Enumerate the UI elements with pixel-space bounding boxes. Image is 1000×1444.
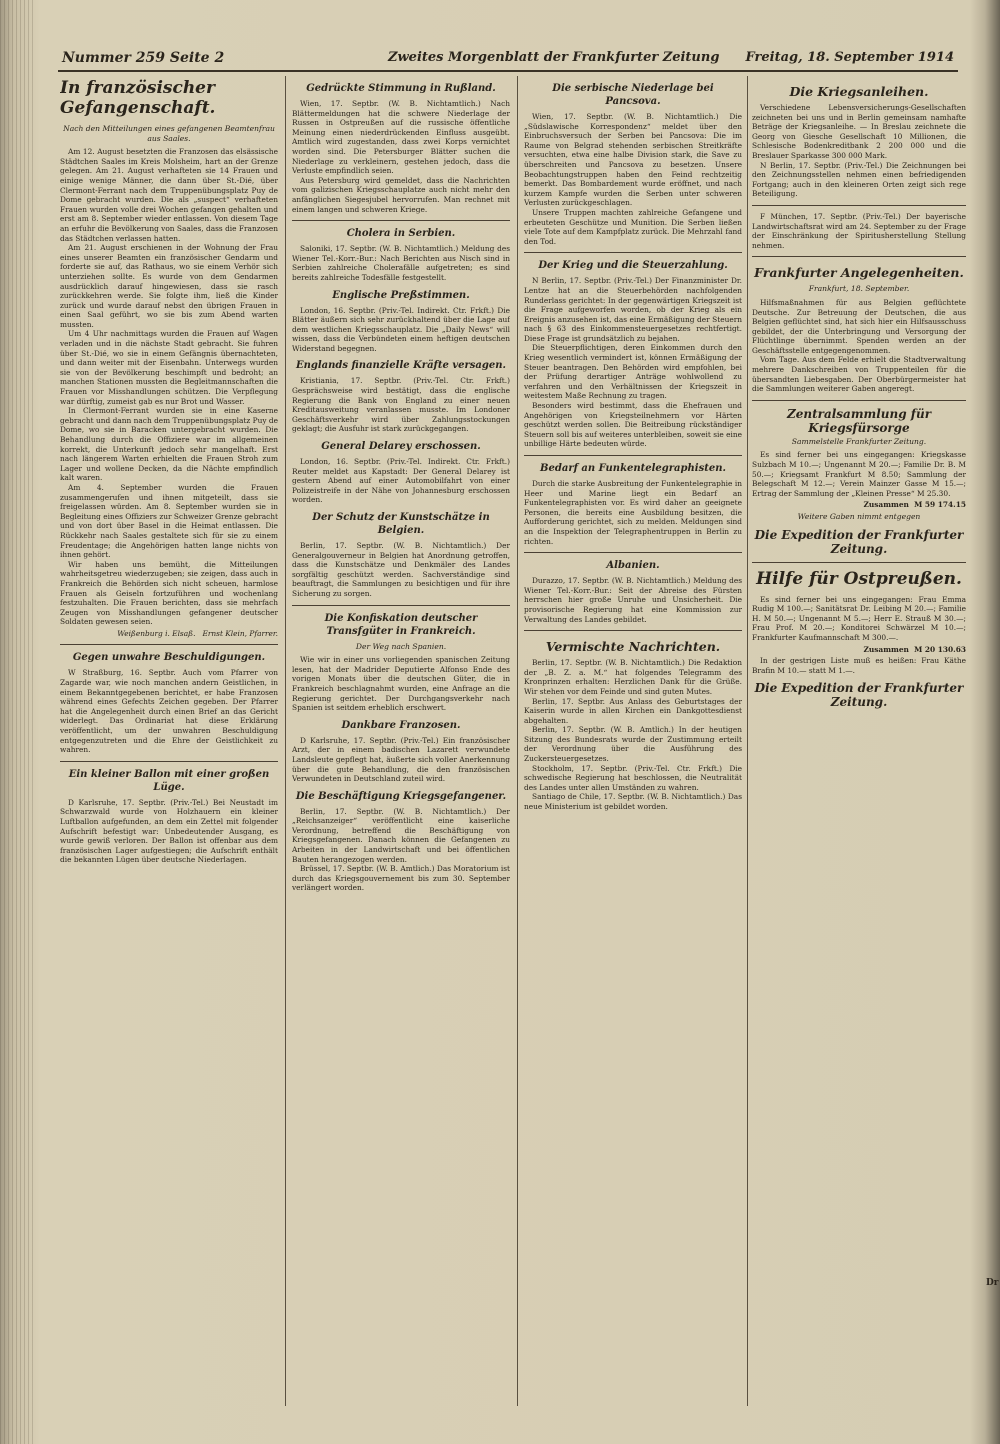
total-value: M 59 174.15 [914, 500, 966, 510]
column-2 [292, 76, 510, 1406]
paragraph: Berlin, 17. Septbr. (W. B. Amtlich.) In der heutigen Sitzung des Bundesrats wurde der Zustimmung erteilt der Verordnung über die Ausführung des Zuckersteuergesetzes. [524, 725, 742, 764]
paragraph: Wie wir in einer uns vorliegenden spanischen Zeitung lesen, hat der Madrider Deputierte Alfonso Ende des vorigen Monats über die deutschen Güter, die in Frankreich beschlagnahmt wurden, eine Anfrage an die Regierung gerichtet. Der Durchgangsverkehr nach Spanien ist seitdem erheblich erschwert. [292, 655, 510, 713]
article-headline: Zentralsammlung für Kriegsfürsorge [786, 406, 932, 435]
paragraph: Durazzo, 17. Septbr. (W. B. Nichtamtlich.) Meldung des Wiener Tel.-Korr.-Bur.: Seit der Abreise des Fürsten herrschen hier große Unruhe und Unsicherheit. Die provisorische Regierung hat eine Kommission zur Verwaltung des Landes gebildet. [524, 576, 742, 624]
column-1 [60, 76, 278, 1406]
paragraph: Verschiedene Lebensversicherungs-Gesellschaften zeichneten bei uns und in Berlin gemeinsam namhafte Beträge der Kriegsanleihe. — In Breslau zeichnete die Georg von Giesche Gesellschaft 10 Millionen, die Schlesische Bodenkreditbank 2 200 000 und die Breslauer Sparkasse 300 000 Mark. [752, 103, 966, 160]
article-subhead: Nach den Mitteilungen eines gefangenen Beamtenfrau aus Saales. [63, 124, 275, 143]
paragraph: Berlin, 17. Septbr. (W. B. Nichtamtlich.) Der Generalgouverneur in Belgien hat Anordnung getroffen, dass die Kunstschätze und Denkmäler des Landes sorgfältig geschützt werden. Sachverständige sind beauftragt, die Sammlungen zu besichtigen und für ihre Sicherung zu sorgen. [292, 541, 510, 598]
article-headline: Frankfurter Angelegenheiten. [754, 265, 964, 281]
article-headline: Ein kleiner Ballon mit einer großen Lüge. [68, 768, 270, 793]
paragraph: Am 4. September wurden die Frauen zusammengerufen und ihnen mitgeteilt, dass sie freigelassen würden. Am 8. September wurden sie in Begleitung eines Offiziers zur Schweizer Grenze gebracht und von dort über Basel in die Heimat entlassen. Die Rückkehr nach Saales gestaltete sich für sie zu einem Freudentage; die Angehörigen hatten lange nichts von ihnen gehört. [60, 482, 278, 560]
paragraph: Saloniki, 17. Septbr. (W. B. Nichtamtlich.) Meldung des Wiener Tel.-Korr.-Bur.: Nach Berichten aus Nisch sind in Serbien zahlreiche Cholerafälle aufgetreten; es sind bereits zahlreiche Todesfälle festgestellt. [292, 244, 510, 282]
donation-total [752, 645, 966, 655]
article-subhead: Der Weg nach Spanien. [355, 641, 447, 651]
expedition-notice: Die Expedition der Frankfurter Zeitung. [754, 527, 964, 556]
article-headline: Albanien. [606, 560, 660, 572]
paragraph: Durch die starke Ausbreitung der Funkentelegraphie in Heer und Marine liegt ein Bedarf an Funkentelegraphisten vor. Es wird daher an geeignete Personen, die bereits eine Ausbildung besitzen, die Aufforderung gerichtet, sich zu melden. Meldungen sind an die Inspektion der Telegraphentruppen in Berlin zu richten. [524, 479, 742, 546]
paragraph: In der gestrigen Liste muß es heißen: Frau Käthe Brafin M 10.— statt M 1.—. [752, 656, 966, 675]
paragraph: Kristiania, 17. Septbr. (Priv.-Tel. Ctr. Frkft.) Gesprächsweise wird bestätigt, dass die englische Regierung die Bank von England zu einer neuen Kreditausweitung veranlassen musste. Im Londoner Geschäftsverkehr wird über Zahlungsstockungen geklagt; die Ausfuhr ist stark zurückgegangen. [292, 376, 510, 434]
article-headline: Englands finanzielle Kräfte versagen. [296, 360, 506, 372]
paragraph: Wien, 17. Septbr. (W. B. Nichtamtlich.) Nach Blättermeldungen hat die schwere Niederlage der Russen in Ostpreußen auf die russische öffentliche Meinung einen niederdrückenden Einfluss ausgeübt. Amtlich wird zugestanden, dass zwei Korps vernichtet worden sind. Die Petersburger Blätter suchen die Niederlage zu verkleinern, gestehen jedoch, dass die Verluste empfindlich seien. [292, 99, 510, 176]
divider [752, 562, 966, 563]
divider [292, 605, 510, 606]
total-label: Zusammen [863, 644, 909, 654]
page-number: Nummer 259 Seite 2 [62, 50, 225, 66]
binding-spine [0, 0, 34, 1444]
paragraph: London, 16. Septbr. (Priv.-Tel. Indirekt. Ctr. Frkft.) Reuter meldet aus Kapstadt: Der General Delarey ist gestern Abend auf einer Automobilfahrt von einer Polizeistreife in der Nähe von Johannesburg erschossen worden. [292, 457, 510, 505]
donation-total [752, 500, 966, 510]
article-subhead: Sammelstelle Frankfurter Zeitung. [791, 436, 927, 446]
newspaper-title: Zweites Morgenblatt der Frankfurter Zeitung [388, 50, 720, 65]
signature-place: Weißenburg i. Elsaß. [117, 628, 196, 638]
paragraph: Hilfsmaßnahmen für aus Belgien geflüchtete Deutsche. Zur Betreuung der Deutschen, die aus Belgien geflüchtet sind, hat sich hier ein Hilfsausschuss gebildet, der die Unterbringung und Versorgung der Flüchtlinge übernimmt. Spenden werden an der Geschäftsstelle entgegengenommen. [752, 297, 966, 355]
paragraph: N Berlin, 17. Septbr. (Priv.-Tel.) Die Zeichnungen bei den Zeichnungsstellen nehmen einen befriedigenden Fortgang; auch in den kleineren Orten zeigt sich rege Beteiligung. [752, 160, 966, 199]
article-headline: Die Kriegsanleihen. [789, 84, 929, 99]
divider [60, 644, 278, 645]
note: Weitere Gaben nimmt entgegen [797, 512, 921, 521]
paragraph: Brüssel, 17. Septbr. (W. B. Amtlich.) Das Moratorium ist durch das Kriegsgouvernement bis zum 30. September verlängert worden. [292, 864, 510, 893]
column-rule [747, 76, 748, 1406]
column-rule [285, 76, 286, 1406]
paragraph: Stockholm, 17. Septbr. (Priv.-Tel. Ctr. Frkft.) Die schwedische Regierung hat beschlossen, die Neutralität des Landes unter allen Umständen zu wahren. [524, 763, 742, 792]
article-headline: Die Konfiskation deutscher Transfgüter in Frankreich. [324, 612, 478, 637]
paragraph: Am 12. August besetzten die Franzosen das elsässische Städtchen Saales im Kreis Molsheim, hart an der Grenze gelegen. Am 21. August verhafteten sie 14 Frauen und einige wenige Männer, die dann über St.-Dié, über Clermont-Ferrant nach dem Truppenübungsplatz Puy de Dome gebracht wurden. Die als „suspect“ verhafteten Frauen wurden volle drei Wochen gefangen gehalten und erst am 8. September wieder entlassen. Von diesem Tage an erfuhr die Bevölkerung von Saales, dass die Franzosen das Städtchen verlassen hatten. [60, 147, 278, 243]
article-headline: Gegen unwahre Beschuldigungen. [72, 652, 266, 664]
divider [524, 252, 742, 253]
article-headline: Bedarf an Funkentelegraphisten. [540, 463, 726, 474]
column-rule [517, 76, 518, 1406]
paragraph: Um 4 Uhr nachmittags wurden die Frauen auf Wagen verladen und in die nächste Stadt gebracht. Sie fuhren über St.-Dié, wo sie in einem Gefängnis übernachteten, und dann weiter mit der Eisenbahn. Unterwegs wurden sie von der Bevölkerung beschimpft und bedroht; an manchen Stationen mussten die Begleitmannschaften die Frauen vor Misshandlungen schützen. Die Verpflegung war dürftig, zumeist gab es nur Brot und Wasser. [60, 329, 278, 406]
article-subhead: Frankfurt, 18. September. [808, 284, 910, 294]
article-headline: Gedrückte Stimmung in Rußland. [306, 83, 496, 94]
divider [524, 455, 742, 456]
total-value: M 20 130.63 [914, 644, 966, 654]
paragraph: Unsere Truppen machten zahlreiche Gefangene und erbeuteten Geschütze und Munition. Die Serben ließen viele Tote auf dem Kampfplatz zurück. Die Mehrzahl fand den Tod. [524, 207, 742, 246]
paragraph: Es sind ferner bei uns eingegangen: Frau Emma Rudig M 100.—; Sanitätsrat Dr. Leibing M 20.—; Familie H. M 50.—; Ungenannt M 5.—; Herr E. Strauß M 30.—; Frau Prof. M 20.—; Konditorei Schwärzel M 10.—; Frankfurter Kaufmannschaft M 300.—. [752, 594, 966, 642]
paragraph: Es sind ferner bei uns eingegangen: Kriegskasse Sulzbach M 10.—; Ungenannt M 20.—; Familie Dr. B. M 50.—; Kriegsamt Frankfurt M 8.50; Sammlung der Belegschaft M 12.—; Verein Mainzer Gasse M 15.—; Ertrag der Sammlung der „Kleinen Presse“ M 25.30. [752, 450, 966, 498]
masthead [58, 48, 958, 72]
paragraph: Wien, 17. Septbr. (W. B. Nichtamtlich.) Die „Südslawische Korrespondenz“ meldet über den Einbruchsversuch der Serben bei Pancsova: Die im Raume von Belgrad stehenden serbischen Streitkräfte versuchten, etwa eine halbe Division stark, die Save zu überschreiten und Pancsova zu besetzen. Unsere Beobachtungstruppen haben den Feind rechtzeitig bemerkt. Das Bombardement wurde eröffnet, und nach kurzem Kampfe wurden die Serben unter schweren Verlusten zurückgeschlagen. [524, 112, 742, 208]
article-headline: Der Krieg und die Steuerzahlung. [538, 260, 728, 272]
article-headline: Die Beschäftigung Kriegsgefangener. [295, 790, 507, 802]
divider [524, 630, 742, 631]
column-4 [752, 76, 966, 1406]
article-headline: General Delarey erschossen. [321, 441, 481, 453]
paragraph: W Straßburg, 16. Septbr. Auch vom Pfarrer von Zagarde war, wie noch manchen andern Geistlichen, in einem Bekanntgegebenen berichtet, er habe Franzosen während eines Gefechts Zeichen gegeben. Der Pfarrer hat die Angelegenheit durch einen Brief an das Gericht widerlegt. Das Ordinariat hat diese Erklärung veröffentlicht, um der unwahren Beschuldigung entgegenzutreten und die Ehre der Geistlichkeit zu wahren. [60, 668, 278, 755]
paragraph: Berlin, 17. Septbr. Aus Anlass des Geburtstages der Kaiserin wurde in allen Kirchen ein Dankgottesdienst abgehalten. [524, 696, 742, 725]
signature-name: Ernst Klein, Pfarrer. [202, 628, 278, 638]
paragraph: Santiago de Chile, 17. Septbr. (W. B. Nichtamtlich.) Das neue Ministerium ist gebildet worden. [524, 792, 742, 812]
paragraph: London, 16. Septbr. (Priv.-Tel. Indirekt. Ctr. Frkft.) Die Blätter äußern sich sehr zurückhaltend über die Lage auf dem westlichen Kriegsschauplatz. Die „Daily News“ will wissen, dass die Verbündeten einem heftigen deutschen Widerstand begegnen. [292, 305, 510, 353]
paragraph: In Clermont-Ferrant wurden sie in eine Kaserne gebracht und dann nach dem Truppenübungsplatz Puy de Dome, wo sie in Baracken untergebracht wurden. Die Behandlung durch die Offiziere war im allgemeinen korrekt, die Unterkunft jedoch sehr mangelhaft. Erst nach längerem Warten erhielten die Frauen Stroh zum Lager und wollene Decken, da die Nächte empfindlich kalt waren. [60, 406, 278, 483]
expedition-notice: Die Expedition der Frankfurter Zeitung. [754, 681, 964, 710]
column-3 [524, 76, 742, 1406]
paragraph: N Berlin, 17. Septbr. (Priv.-Tel.) Der Finanzminister Dr. Lentze hat an die Steuerbehörden nachfolgenden Runderlass gerichtet: In der gegenwärtigen Kriegszeit ist die Frage aufgeworfen worden, ob der Krieg als ein Ereignis anzusehen ist, das eine Ermäßigung der Steuern nach § 63 des Einkommensteuergesetzes rechtfertigt. Diese Frage ist grundsätzlich zu bejahen. [524, 276, 742, 343]
article-headline: Vermischte Nachrichten. [545, 639, 721, 655]
divider [60, 761, 278, 762]
paragraph: D Karlsruhe, 17. Septbr. (Priv.-Tel.) Ein französischer Arzt, der in einem badischen Lazarett verwundete Landsleute gepflegt hat, äußerte sich voller Anerkennung über die gute Behandlung, die den französischen Verwundeten in Deutschland zuteil wird. [292, 735, 510, 784]
article-headline: In französischer Gefangenschaft. [60, 78, 216, 118]
paragraph: Besonders wird bestimmt, dass die Ehefrauen und Angehörigen von Kriegsteilnehmern vor Härten geschützt werden sollen. Die Beitreibung rückständiger Steuern soll bis auf weiteres unterbleiben, soweit sie eine unbillige Härte bedeuten würde. [524, 401, 742, 449]
article-headline: Der Schutz der Kunstschätze in Belgien. [312, 512, 490, 536]
article-headline: Die serbische Niederlage bei Pancsova. [552, 83, 714, 107]
article-headline: Cholera in Serbien. [346, 228, 456, 240]
divider [752, 400, 966, 401]
divider [752, 205, 966, 206]
paragraph: Berlin, 17. Septbr. (W. B. Nichtamtlich.) Der „Reichsanzeiger“ veröffentlicht eine kaiserliche Verordnung, betreffend die Beschäftigung von Kriegsgefangenen. Danach können die Gefangenen zu Arbeiten in der Landwirtschaft und bei öffentlichen Bauten herangezogen werden. [292, 806, 510, 864]
edge-fragment: Dr [986, 1278, 999, 1288]
issue-date: Freitag, 18. September 1914 [745, 50, 954, 65]
paragraph: Aus Petersburg wird gemeldet, dass die Nachrichten vom galizischen Kriegsschauplatze auch nicht mehr den anfänglichen Siegesjubel hervorrufen. Man rechnet mit einem langen und schweren Kriege. [292, 175, 510, 214]
article-signature [60, 629, 278, 639]
paragraph: Wir haben uns bemüht, die Mitteilungen wahrheitsgetreu wiederzugeben; sie zeigen, dass auch in Frankreich die Behörden sich nicht scheuen, harmlose Frauen als Geiseln fortzuführen und wochenlang festzuhalten. Die Frauen berichten, dass sie mehrfach Zeugen von Misshandlungen gefangener deutscher Soldaten gewesen seien. [60, 559, 278, 627]
divider [524, 552, 742, 553]
article-headline: Englische Preßstimmen. [332, 289, 470, 301]
paragraph: Am 21. August erschienen in der Wohnung der Frau eines unserer Beamten ein französischer Gendarm und forderte sie auf, das Rathaus, wo sie einem Verhör sich unterziehen sollte. Es wurde von dem Gendarmen ausdrücklich darauf hingewiesen, dass sie rasch zurückkehren werde. Sie folgte ihm, ließ die Kinder zurück und wurde darauf nebst den übrigen Frauen in einen Saal geführt, wo sie bis zum Abend warten mussten. [60, 243, 278, 329]
divider [752, 256, 966, 257]
paragraph: Die Steuerpflichtigen, deren Einkommen durch den Krieg wesentlich vermindert ist, können Ermäßigung der Steuer beantragen. Den Behörden wird empfohlen, bei der Prüfung derartiger Anträge wohlwollend zu verfahren und den Verhältnissen der Kriegszeit in weitestem Maße Rechnung zu tragen. [524, 343, 742, 401]
paragraph: Vom Tage. Aus dem Felde erhielt die Stadtverwaltung mehrere Dankschreiben von Truppenteilen für die übersandten Liebesgaben. Der Oberbürgermeister hat die Sammlungen weiterer Gaben angeregt. [752, 355, 966, 394]
article-headline: Hilfe für Ostpreußen. [756, 568, 962, 589]
divider [292, 220, 510, 221]
total-label: Zusammen [863, 500, 909, 510]
article-headline: Dankbare Franzosen. [341, 719, 461, 731]
paragraph: D Karlsruhe, 17. Septbr. (Priv.-Tel.) Bei Neustadt im Schwarzwald wurde von Holzhauern ein kleiner Luftballon aufgefunden, an dem ein Zettel mit folgender Aufschrift befestigt war: Unbedeutender Ausgang, es wurde gewiß verloren. Der Ballon ist offenbar aus dem französischen Lager aufgestiegen; die Aufschrift enthält die bekannten Lügen über deutsche Niederlagen. [60, 797, 278, 865]
paragraph: Berlin, 17. Septbr. (W. B. Nichtamtlich.) Die Redaktion der „B. Z. a. M.“ hat folgendes Telegramm des Kronprinzen erhalten: Herzlichen Dank für die Grüße. Wir stehen vor dem Feinde und sind guten Mutes. [524, 658, 742, 696]
paragraph: F München, 17. Septbr. (Priv.-Tel.) Der bayerische Landwirtschaftsrat wird am 24. September zu der Frage der Einschränkung der Spiritusherstellung Stellung nehmen. [752, 211, 966, 250]
